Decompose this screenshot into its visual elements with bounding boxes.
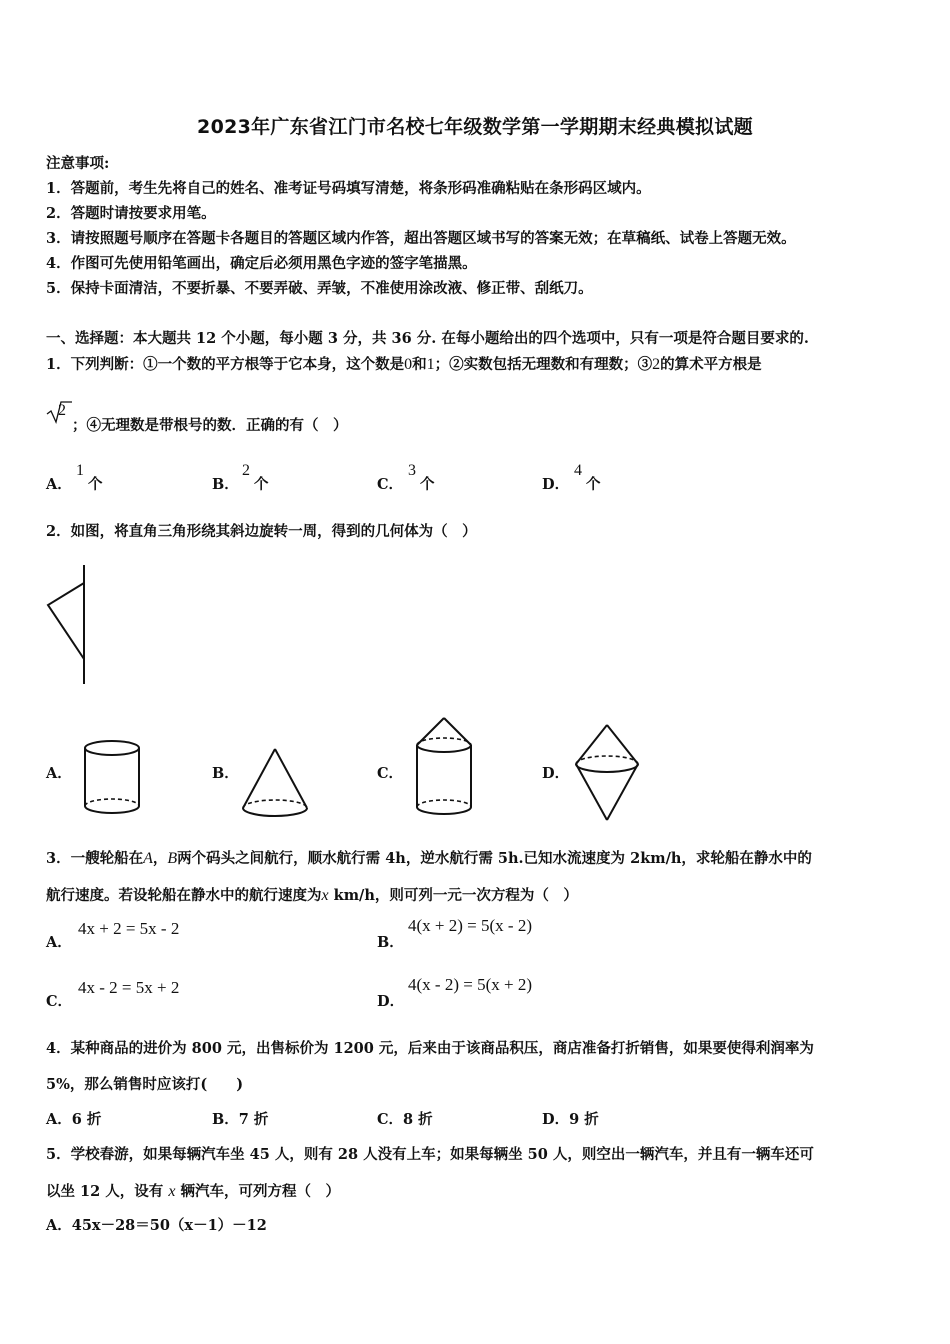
notice-item-4: 4．作图可先使用铅笔画出，确定后必须用黑色字迹的签字笔描黑。 [46,255,477,272]
cone-figure [240,746,310,821]
q5-text-b: 辆汽车，可列方程（ ） [180,1183,341,1200]
q3-point-a: A [143,850,153,867]
q3-option-a-equation: 4x + 2 = 5x - 2 [78,919,180,938]
question-3-line-2 [46,884,578,905]
notice-item-3: 3．请按照题号顺序在答题卡各题目的答题区域内作答，超出答题区域书写的答案无效；在草稿纸、试卷上答题无效。 [46,230,796,247]
question-1-line-2: ；④无理数是带根号的数．正确的有（ ） [72,417,348,434]
question-4-line-2: 5%，那么销售时应该打( ) [46,1076,244,1093]
q3-option-b-equation: 4(x + 2) = 5(x - 2) [408,916,532,935]
q1-option-c-unit: 个 [420,476,435,493]
q1-number-0: 0 [404,356,413,373]
q1-option-d-label: D． [542,476,570,493]
q2-option-b-label: B． [212,765,239,782]
q1-option-a-unit: 个 [88,476,103,493]
q3-option-d-equation: 4(x - 2) = 5(x + 2) [408,975,532,994]
cylinder-figure [82,738,142,818]
q1-option-d-unit: 个 [586,476,601,493]
q3-comma: ， [152,850,168,867]
section-heading: 一、选择题：本大题共 12 个小题，每小题 3 分，共 36 分. 在每小题给出的四个选项中，只有一项是符合题目要求的. [46,330,809,347]
notice-heading: 注意事项: [46,155,110,172]
q1-option-d-number: 4 [574,462,582,479]
q1-option-c-label: C． [377,476,404,493]
q1-text-b: ；②实数包括无理数和有理数；③ [434,356,653,373]
q4-option-d: D．9 折 [542,1111,599,1128]
q4-option-b: B．7 折 [212,1111,269,1128]
q3-variable-x: x [321,887,329,904]
q3-text-a: 3．一艘轮船在 [46,850,144,867]
q3-text-d: km/h，则可列一元一次方程为（ ） [333,887,578,904]
question-1-line-1 [46,353,762,374]
question-4-line-1: 4．某种商品的进价为 800 元，出售标价为 1200 元，后来由于该商品积压，商店准备打折销售，如果要使得利润率为 [46,1040,814,1057]
q1-option-a-number: 1 [76,462,84,479]
q1-sqrt-radicand: 2 [58,402,66,419]
q1-text-a: 1．下列判断：①一个数的平方根等于它本身，这个数是 [46,356,405,373]
q3-point-b: B [167,850,178,867]
question-5-line-2 [46,1180,340,1201]
q2-option-c-label: C． [377,765,404,782]
notice-item-5: 5．保持卡面清洁，不要折暴、不要弄破、弄皱，不准使用涂改液、修正带、刮纸刀。 [46,280,593,297]
q5-text-a: 以坐 12 人，设有 [46,1183,164,1200]
q1-option-b-unit: 个 [254,476,269,493]
q1-number-2: 2 [652,356,661,373]
q3-option-a-label: A． [46,934,72,951]
q1-number-1: 1 [426,356,435,373]
double-cone-figure [572,722,642,824]
question-3-line-1 [46,847,812,868]
q2-option-d-label: D． [542,765,570,782]
q3-option-d-label: D． [377,993,405,1010]
q1-option-b-number: 2 [242,462,250,479]
q5-option-a: A．45x－28＝50（x－1）－12 [46,1217,267,1234]
q1-option-c-number: 3 [408,462,416,479]
notice-item-1: 1．答题前，考生先将自己的姓名、准考证号码填写清楚，将条形码准确粘贴在条形码区域内。 [46,180,651,197]
notice-item-2: 2．答题时请按要求用笔。 [46,205,216,222]
q3-text-b: 两个码头之间航行，顺水航行需 4h，逆水航行需 5h.已知水流速度为 2km/h，求轮船在静水中的 [177,850,812,867]
q1-text-c: 的算术平方根是 [660,356,762,373]
q4-option-c: C．8 折 [377,1111,433,1128]
q3-option-c-label: C． [46,993,73,1010]
cone-on-cylinder-figure [412,715,476,825]
right-triangle-figure [44,563,94,687]
q3-text-c: 航行速度。若设轮船在静水中的航行速度为 [46,887,322,904]
question-5-line-1: 5．学校春游，如果每辆汽车坐 45 人，则有 28 人没有上车；如果每辆坐 50 人，则空出一辆汽车，并且有一辆车还可 [46,1146,814,1163]
q1-text-and: 和 [412,356,427,373]
question-2-text: 2．如图，将直角三角形绕其斜边旋转一周，得到的几何体为（ ） [46,523,477,540]
q3-option-c-equation: 4x - 2 = 5x + 2 [78,978,180,997]
q1-option-a-label: A． [46,476,72,493]
q5-variable-x: x [168,1183,176,1200]
page-title: 2023年广东省江门市名校七年级数学第一学期期末经典模拟试题 [197,116,753,138]
q4-option-a: A．6 折 [46,1111,102,1128]
q3-option-b-label: B． [377,934,404,951]
q1-option-b-label: B． [212,476,239,493]
q2-option-a-label: A． [46,765,72,782]
